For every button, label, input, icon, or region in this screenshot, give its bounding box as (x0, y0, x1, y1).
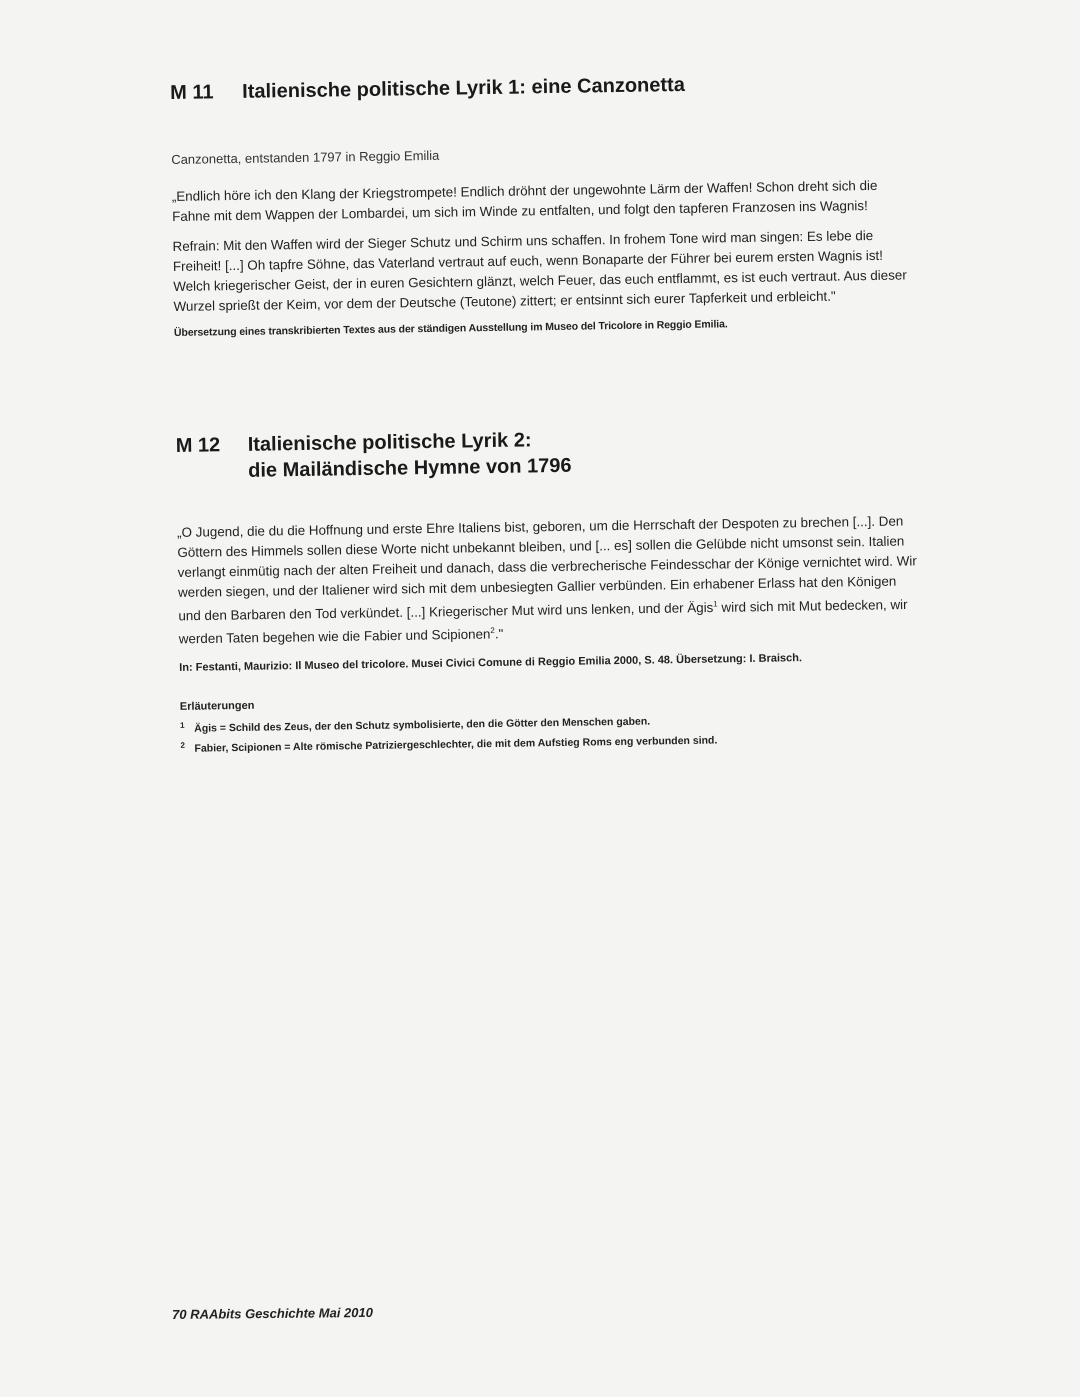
m11-paragraph-1: „Endlich höre ich den Klang der Kriegstrompete! Endlich dröhnt der ungewohnte Lärm der Waffen! Schon dreht sich die Fahne mit dem Wappen der Lombardei, um sich im Winde zu entfalten, und folgt den tapferen Franzosen ins Wagnis! (171, 177, 878, 224)
m12-paragraph-part-2: wird sich mit Mut bedecken, wir werden Taten begehen wie die Fabier und Scipionen (178, 596, 908, 647)
page-footer: 70 RAAbits Geschichte Mai 2010 (172, 1304, 374, 1322)
m11-caption: Canzonetta, entstanden 1797 in Reggio Emilia (171, 147, 440, 167)
footnote-ref-2: 2 (490, 626, 495, 636)
m12-paragraph (177, 511, 919, 650)
worksheet-content (170, 68, 921, 758)
note-2-text: Fabier, Scipionen = Alte römische Patriziergeschlechter, die mit dem Aufstieg Roms eng verbunden sind. (194, 734, 718, 755)
note-2-mark: 2 (180, 740, 185, 750)
m12-title-line-1: Italienische politische Lyrik 2: (247, 429, 532, 456)
footnote-ref-1: 1 (713, 599, 718, 609)
note-1-text: Ägis = Schild des Zeus, der den Schutz symbolisierte, den die Götter den Menschen gaben. (194, 715, 651, 735)
section-m11 (170, 68, 914, 339)
m12-heading (176, 421, 917, 485)
m12-paragraph-part-1: „O Jugend, die du die Hoffnung und erste Ehre Italiens bist, geboren, um die Herrschaft der Despoten zu brechen [...]. Den Göttern des Himmels sollen diese Worte nicht unbekannt bleiben, und [... es] sollen die Gelübde nicht umsonst sein. Italien verlangt einmütig nach der alten Freiheit und danach, dass die verbrecherische Feindesschar der Könige vernichtet wird. Wir werden siegen, und der Italiener wird sich mit dem unbesiegten Gallier verbünden. Ein erhabener Erlass hat den Königen und den Barbaren den Tod verkündet. [...] Kriegerischer Mut wird uns lenken, und der Ägis (176, 513, 917, 624)
m11-heading (170, 68, 910, 106)
m12-number: M 12 (175, 434, 221, 457)
m12-source: In: Festanti, Maurizio: Il Museo del tricolore. Musei Civici Comune di Reggio Emilia 2000, S. 48. Übersetzung: I. Braisch. (179, 652, 803, 674)
m11-title: Italienische politische Lyrik 1: eine Canzonetta (242, 73, 686, 103)
section-m12 (176, 421, 921, 759)
m11-source: Übersetzung eines transkribierten Textes aus der ständigen Ausstellung im Museo del Tricolore in Reggio Emilia. (173, 318, 728, 339)
m12-notes (180, 689, 921, 759)
m11-paragraph-2: Refrain: Mit den Waffen wird der Sieger Schutz und Schirm uns schaffen. In frohem Tone wird man singen: Es lebe die Freiheit! [...] Oh tapfre Söhne, das Vaterland vertraut auf euch, wenn Bonaparte der Führer bei eurem ersten Wagnis ist! Welch kriegerischer Geist, der in euren Gesichtern glänzt, welch Feuer, das euch entflammt, es ist euch vertraut. Aus dieser Wurzel sprießt der Keim, vor dem der Deutsche (Teutone) zittert; er entsinnt sich eurer Tapferkeit und erbleicht." (172, 227, 907, 314)
m11-number: M 11 (170, 81, 214, 104)
notes-title: Erläuterungen (179, 699, 255, 713)
m12-title-line-2: die Mailändische Hymne von 1796 (247, 454, 572, 482)
m12-paragraph-part-3: ." (494, 626, 504, 642)
m12-title (248, 421, 917, 483)
note-1-mark: 1 (180, 720, 185, 730)
